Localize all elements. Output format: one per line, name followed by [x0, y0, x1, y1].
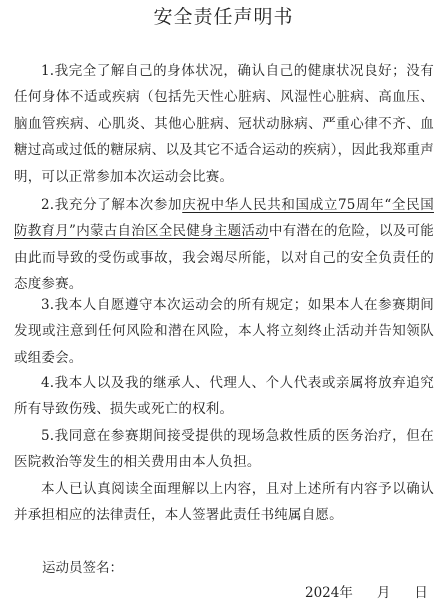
clause-3: 3.我本人自愿遵守本次运动会的所有规定；如果本人在参赛期间发现或注意到任何风险和潜在风险，本人将立刻终止活动并告知领队或组委会。 [14, 297, 434, 366]
date-year: 2024年 [305, 585, 353, 601]
clause-4: 4.我本人以及我的继承人、代理人、个人代表或亲属将放弃追究所有导致伤残、损失或死亡的权利。 [14, 375, 434, 418]
clause-2 [14, 192, 434, 298]
clause-5: 5.我同意在参赛期间接受提供的现场急救性质的医务治疗，但在医院救治等发生的相关费用由本人负担。 [14, 428, 434, 471]
clause-2-intro: 2.我充分了解本次参加 [41, 197, 183, 213]
clause-2-event-name: 庆祝中华人民共和国成立75周年“全民国防教育月”内蒙古自治区全民健身主题活动 [14, 197, 434, 240]
signature-label: 运动员签名： [42, 560, 123, 576]
signature-date [305, 581, 428, 601]
date-month: 月 [376, 585, 391, 601]
document-title: 安全责任声明书 [153, 6, 294, 28]
clause-2-rest: 中有潜在的危险，以及可能由此而导致的受伤或事故，我会竭尽所能，以对自己的安全负责任的态度参赛。 [14, 223, 434, 293]
clause-1: 1.我完全了解自己的身体状况，确认自己的健康状况良好；没有任何身体不适或疾病（包括先天性心脏病、风湿性心脏病、高血压、脑血管疾病、心肌炎、其他心脏病、冠状动脉病、严重心律不齐、血糖过高或过低的糖尿病、以及其它不适合运动的疾病），因此我郑重声明，可以正常参加本次运动会比赛。 [14, 63, 434, 185]
date-day: 日 [414, 585, 428, 601]
acknowledgement: 本人已认真阅读全面理解以上内容，且对上述所有内容予以确认并承担相应的法律责任，本人签署此责任书纯属自愿。 [14, 481, 434, 524]
